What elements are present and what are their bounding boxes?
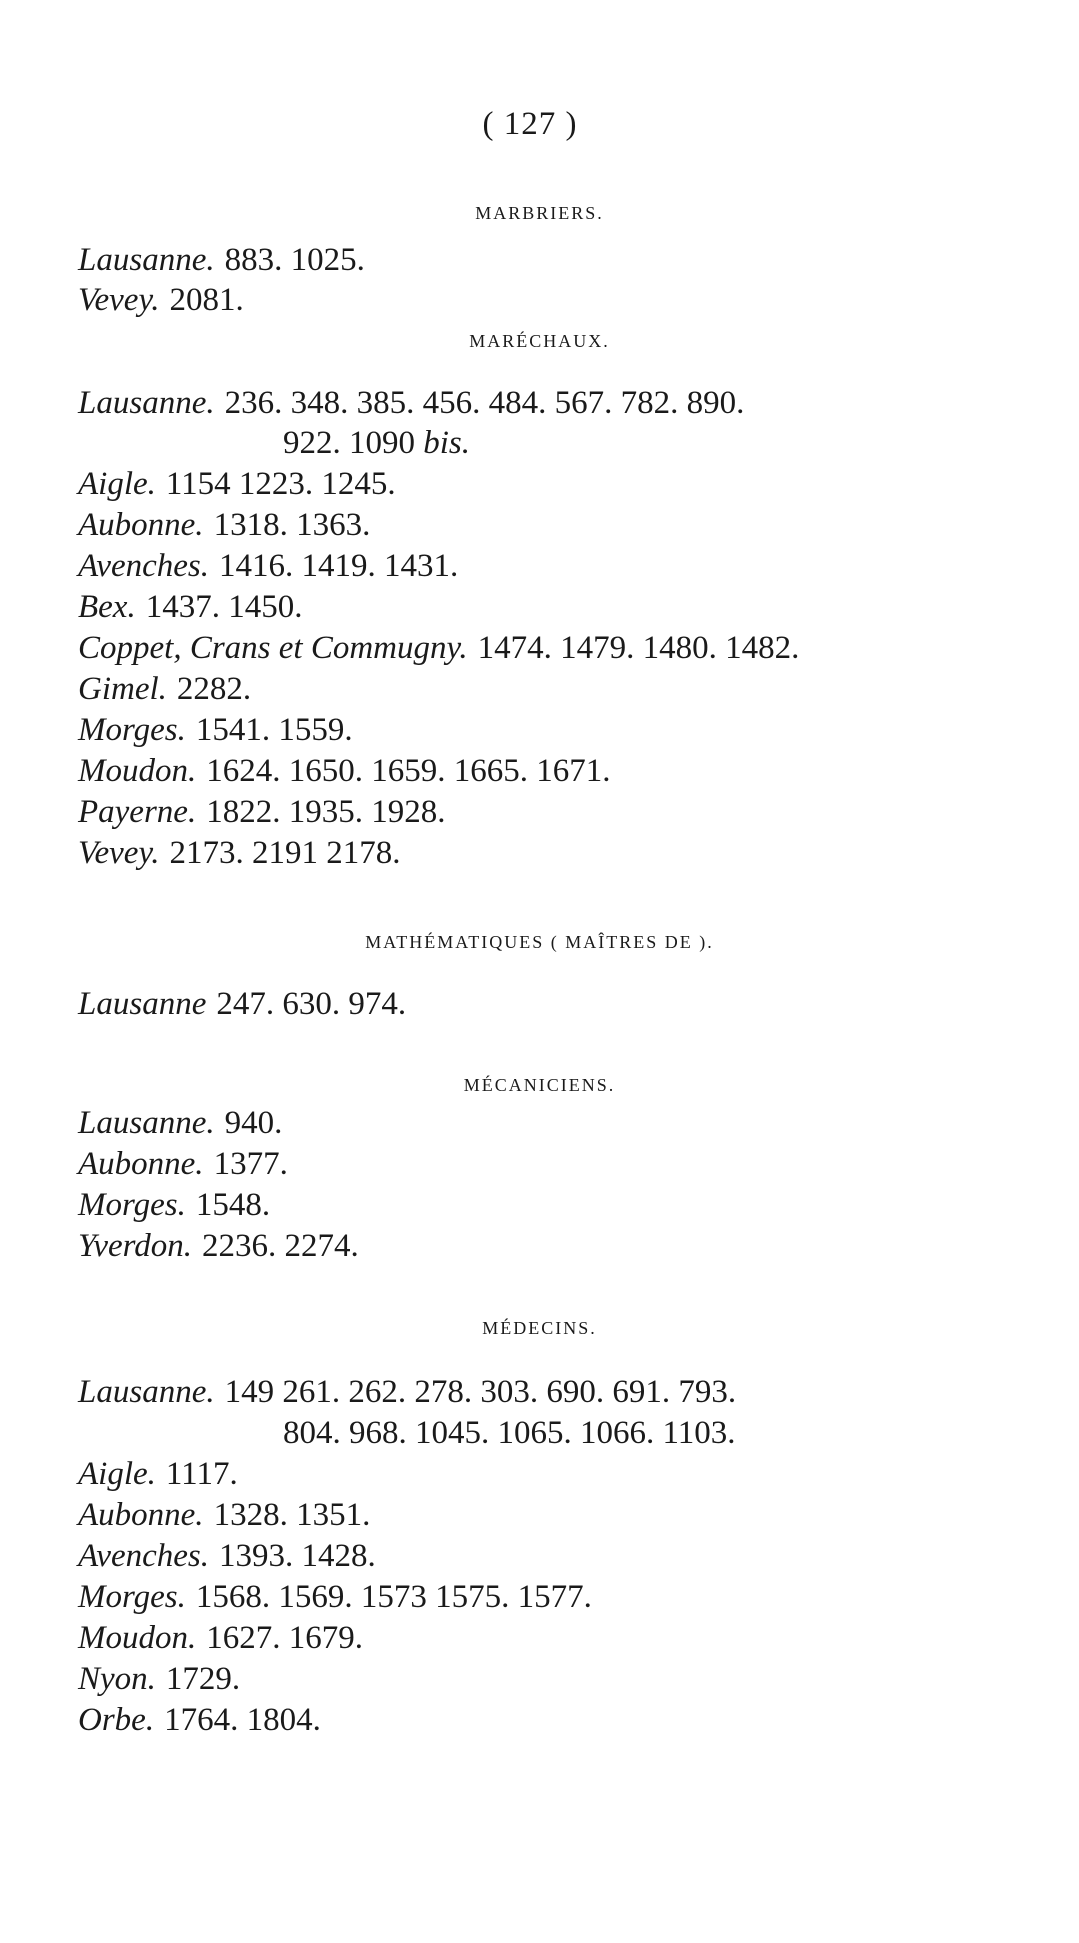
index-entry — [78, 240, 998, 280]
index-entry — [78, 1577, 998, 1617]
place-name: Aigle. — [78, 1456, 156, 1492]
entry-numbers: 149 261. 262. 278. 303. 690. 691. 793. — [224, 1374, 737, 1410]
index-entry — [78, 984, 998, 1024]
section-heading-marbriers: MARBRIERS. — [475, 203, 604, 223]
index-entry — [78, 751, 998, 791]
index-entry — [78, 1495, 998, 1535]
entry-numbers: 1117. — [165, 1456, 238, 1492]
entry-numbers: 1393. 1428. — [219, 1538, 376, 1574]
index-entry — [78, 1454, 998, 1494]
entry-numbers: 883. 1025. — [224, 242, 365, 278]
place-name: Orbe. — [78, 1702, 155, 1738]
entry-numbers: 1377. — [213, 1146, 288, 1182]
index-entry — [78, 464, 998, 504]
index-entry — [78, 628, 998, 668]
section-heading-medecins: MÉDECINS. — [482, 1318, 597, 1338]
place-name: Coppet, Crans et Commugny. — [78, 630, 468, 666]
section-heading-mecaniciens: MÉCANICIENS. — [463, 1075, 616, 1095]
entry-numbers: 2173. 2191 2178. — [169, 835, 401, 871]
entry-numbers: 1541. 1559. — [195, 712, 353, 748]
place-name: Nyon. — [78, 1661, 156, 1697]
entry-numbers: 1437. 1450. — [145, 589, 303, 625]
place-name: Lausanne. — [78, 385, 215, 421]
entry-numbers: 236. 348. 385. 456. 484. 567. 782. 890. — [224, 385, 745, 421]
index-entry — [78, 546, 998, 586]
page-number: ( 127 ) — [482, 106, 578, 142]
entry-numbers: 1822. 1935. 1928. — [206, 794, 446, 830]
entry-numbers: 1318. 1363. — [213, 507, 371, 543]
place-name: Aubonne. — [78, 1497, 204, 1533]
index-entry — [78, 1185, 998, 1225]
entry-numbers: 1548. — [195, 1187, 271, 1223]
entry-numbers: 1624. 1650. 1659. 1665. 1671. — [206, 753, 611, 789]
place-name: Morges. — [78, 1187, 186, 1223]
place-name: Payerne. — [78, 794, 197, 830]
index-entry — [78, 280, 998, 320]
index-entry — [78, 710, 998, 750]
index-entry — [78, 1618, 998, 1658]
index-entry — [78, 1700, 998, 1740]
section-heading-marechaux: MARÉCHAUX. — [469, 331, 610, 351]
entry-numbers: 1568. 1569. 1573 1575. 1577. — [195, 1579, 592, 1615]
index-entry — [78, 669, 998, 709]
section-heading-mathematiques: MATHÉMATIQUES ( MAÎTRES DE ). — [365, 932, 714, 952]
place-name: Aubonne. — [78, 507, 204, 543]
entry-numbers: 2081. — [169, 282, 244, 318]
index-entry — [78, 587, 998, 627]
place-name: Avenches. — [78, 1538, 210, 1574]
index-entry — [78, 1536, 998, 1576]
entry-numbers: 804. 968. 1045. 1065. 1066. 1103. — [283, 1415, 736, 1451]
entry-numbers-italic: bis. — [423, 425, 471, 461]
index-entry-continuation — [283, 1413, 1079, 1453]
place-name: Avenches. — [78, 548, 210, 584]
entry-numbers: 247. 630. 974. — [216, 986, 407, 1022]
entry-numbers: 940. — [224, 1105, 283, 1141]
place-name: Gimel. — [78, 671, 167, 707]
place-name: Aubonne. — [78, 1146, 204, 1182]
place-name: Morges. — [78, 1579, 186, 1615]
place-name: Lausanne. — [78, 1105, 215, 1141]
entry-numbers: 1764. 1804. — [164, 1702, 321, 1738]
place-name: Vevey. — [78, 282, 160, 318]
entry-numbers: 1474. 1479. 1480. 1482. — [477, 630, 800, 666]
place-name: Vevey. — [78, 835, 160, 871]
index-entry — [78, 1659, 998, 1699]
index-entry-continuation — [283, 423, 1079, 463]
index-entry — [78, 1103, 998, 1143]
place-name: Moudon. — [78, 1620, 197, 1656]
entry-numbers: 1416. 1419. 1431. — [219, 548, 459, 584]
entry-numbers: 922. 1090 — [283, 425, 415, 461]
place-name: Lausanne. — [78, 1374, 215, 1410]
index-entry — [78, 383, 998, 423]
place-name: Aigle. — [78, 466, 156, 502]
place-name: Yverdon. — [78, 1228, 192, 1264]
entry-numbers: 1328. 1351. — [213, 1497, 371, 1533]
index-entry — [78, 1226, 998, 1266]
entry-numbers: 1729. — [165, 1661, 241, 1697]
place-name: Morges. — [78, 712, 186, 748]
index-entry — [78, 1144, 998, 1184]
index-entry — [78, 505, 998, 545]
entry-numbers: 1627. 1679. — [206, 1620, 363, 1656]
index-entry — [78, 1372, 998, 1412]
entry-numbers: 1154 1223. 1245. — [165, 466, 396, 502]
entry-numbers: 2236. 2274. — [202, 1228, 359, 1264]
place-name: Bex. — [78, 589, 136, 625]
place-name: Lausanne. — [78, 242, 215, 278]
place-name: Moudon. — [78, 753, 197, 789]
index-entry — [78, 792, 998, 832]
entry-numbers: 2282. — [176, 671, 252, 707]
place-name: Lausanne — [78, 986, 207, 1022]
index-entry — [78, 833, 998, 873]
